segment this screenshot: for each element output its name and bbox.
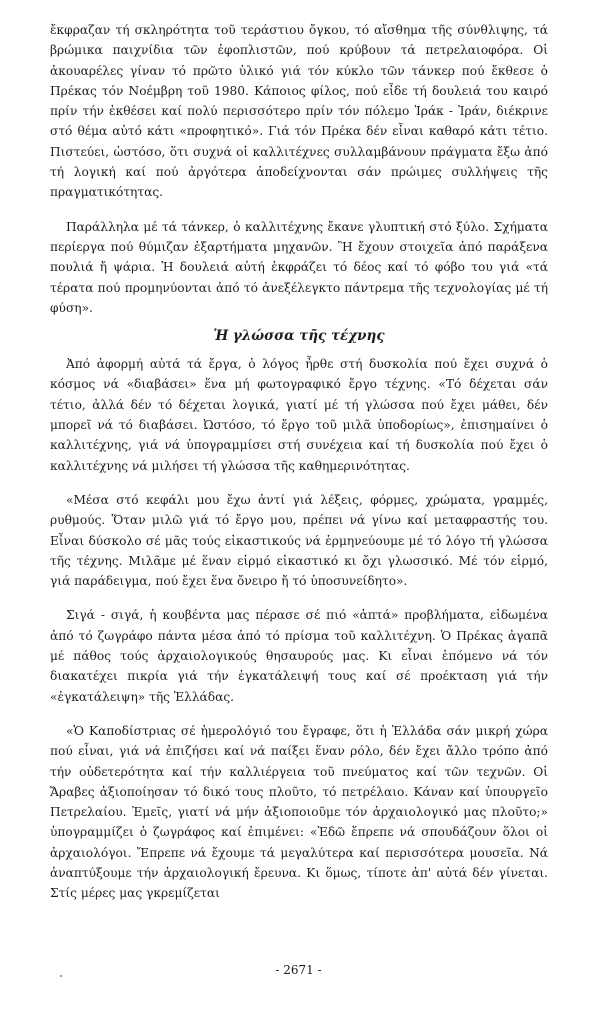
paragraph-archaeology: Σιγά - σιγά, ἡ κουβέντα μας πέρασε σέ πιό «ἁπτά» προβλήματα, εἰδωμένα ἀπό τό ζωγράφο πάντα μέσα ἀπό τό πρίσμα τοῦ καλλιτέχνη. Ὁ Πρέκας ἀγαπᾶ μέ πάθος τούς ἀρχαιολογικούς θησαυρούς μας. Κι εἶναι ἑπόμενο νά τόν διακατέχει πικρία γιά τήν ἐγκατάλειψή τους καί σέ προέκταση γιά τήν «ἐγκατάλειψη» τῆς Ἑλλάδας. (50, 608, 548, 704)
paragraph-gap (50, 707, 548, 721)
article-body (50, 20, 548, 904)
page-number: - 2671 - (275, 963, 322, 977)
paragraph-kapodistrias: «Ὁ Καποδίστριας σέ ἡμερολόγιό του ἔγραφε, ὅτι ἡ Ἑλλάδα σάν μικρή χώρα πού εἶναι, γιά νά ἐπιζήσει καί νά παίξει ἕναν ρόλο, δέν ἔχει ἄλλο τρόπο ἀπό τήν οὐδετερότητα καί τήν καλλιέργεια τοῦ πνεύματος καί τῶν τεχνῶν. Οἱ Ἄραβες ἀξιοποίησαν τό δικό τους πλοῦτο, τό πετρέλαιο. Κάναν καί ὑπουργεῖο Πετρελαίου. Ἐμεῖς, γιατί νά μήν ἀξιοποιοῦμε τόν ἀρχαιολογικό μας πλοῦτο;» ὑπογραμμίζει ὁ ζωγράφος καί ἐπιμένει: «Ἐδῶ ἔπρεπε νά σπουδάζουν ὅλοι οἱ ἀρχαιολόγοι. Ἔπρεπε νά ἔχουμε τά μεγαλύτερα καί περισσότερα μουσεῖα. Νά ἀναπτύξουμε τήν ἀρχαιολογική ἔρευνα. Κι ὅμως, τίποτε ἀπ' αὐτά δέν γίνεται. Στίς μέρες μας γκρεμίζεται (50, 723, 548, 901)
section-heading: Ἡ γλώσσα τῆς τέχνης (213, 328, 385, 345)
paragraph-wood-sculpture: Παράλληλα μέ τά τάνκερ, ὁ καλλιτέχνης ἔκανε γλυπτική στό ξύλο. Σχήματα περίεργα πού θύμιζαν ἐξαρτήματα μηχανῶν. Ἢ ἔχουν στοιχεῖα ἀπό παράξενα πουλιά ἤ ψάρια. Ἡ δουλειά αὐτή ἐκφράζει τό δέος καί τό φόβο του γιά «τά τέρατα πού προμηνύονται ἀπό τό ἀνεξέλεγκτο πάντρεμα τῆς τεχνολογίας μέ τή φύση». (50, 219, 548, 315)
paragraph-gap (50, 591, 548, 605)
paragraph-artist-quote: «Μέσα στό κεφάλι μου ἔχω ἀντί γιά λέξεις, φόρμες, χρώματα, γραμμές, ρυθμούς. Ὅταν μιλῶ γιά τό ἔργο μου, πρέπει νά γίνω καί μεταφραστής του. Εἶναι δύσκολο σέ μᾶς τούς εἰκαστικούς νά ἑρμηνεύουμε μέ τό λόγο τή γλώσσα τῆς τέχνης. Μιλᾶμε μέ ἕναν εἱρμό εἰκαστικό κι ὄχι γλωσσικό. Μέ τόν εἱρμό, γιά παράδειγμα, πού ἔχει ἕνα ὄνειρο ἤ τό ὑποσυνείδητο». (50, 492, 548, 589)
paragraph-reading-art: Ἀπό ἀφορμή αὐτά τά ἔργα, ὁ λόγος ἦρθε στή δυσκολία πού ἔχει συχνά ὁ κόσμος νά «διαβάσει» ἕνα μή φωτογραφικό ἔργο τέχνης. «Τό δέχεται σάν τέτιο, ἀλλά δέν τό δέχεται λογικά, γιατί μέ τή γλώσσα πού ἔχει μάθει, δέν μπορεῖ νά τό διαβάσει. Ὠστόσο, τό ἔργο τοῦ μιλᾶ ὑποδορίως», ἐπισημαίνει ὁ καλλιτέχνης, γιά νά ὑπογραμμίσει στή συνέχεια καί τή δυσκολία πού ἔχει ὁ καλλιτέχνης νά μιλήσει τή γλώσσα τῆς καθημερινότητας. (50, 357, 548, 473)
paragraph-gap (50, 476, 548, 490)
paragraph-tankers-watercolors: ἔκφραζαν τή σκληρότητα τοῦ τεράστιου ὄγκου, τό αἴσθημα τῆς σύνθλιψης, τά βρώμικα παιχνίδια τῶν ἐφοπλιστῶν, πού κρύβουν τά πετρελαιοφόρα. Οἱ ἀκουαρέλες γίναν τό πρῶτο ὑλικό γιά τόν κύκλο τῶν τάνκερ πού ἔκθεσε ὁ Πρέκας τόν Νοέμβρη τοῦ 1980. Κάποιος φίλος, πού εἶδε τή δουλειά του καιρό πρίν τήν ἐκθέσει καί πολύ περισσότερο πρίν τόν πόλεμο Ἰράκ - Ἰράν, διέκρινε στό θέμα αὐτό κάτι «προφητικό». Γιά τόν Πρέκα δέν εἶναι καθαρό κάτι τέτιο. Πιστεύει, ὡστόσο, ὅτι συχνά οἱ καλλιτέχνες συλλαμβάνουν πράγματα ἔξω ἀπό τή λογική καί πού ἀργότερα ἀποδείχνονται σάν πρώιμες συλλήψεις τῆς πραγματικότητας. (50, 23, 548, 200)
paragraph-gap (50, 203, 548, 217)
